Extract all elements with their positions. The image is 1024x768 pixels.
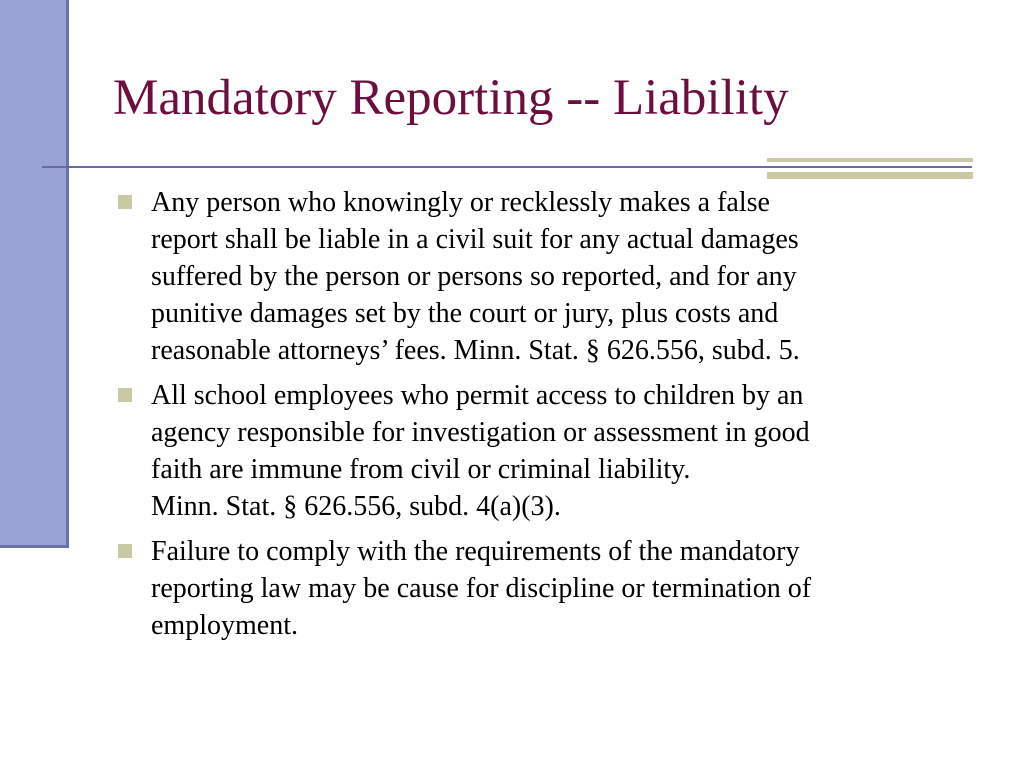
bullet-item-failure-to-comply	[118, 533, 968, 644]
bullet-line: suffered by the person or persons so reported, and for any	[151, 261, 797, 292]
bullet-line: report shall be liable in a civil suit for any actual damages	[151, 224, 799, 255]
bullet-line: agency responsible for investigation or assessment in good	[151, 417, 810, 448]
bullet-line: punitive damages set by the court or jury, plus costs and	[151, 298, 779, 329]
bullet-line: All school employees who permit access to children by an	[151, 380, 804, 411]
bullet-line: Any person who knowingly or recklessly makes a false	[151, 187, 770, 218]
square-bullet-icon	[118, 388, 132, 402]
slide-title: Mandatory Reporting -- Liability	[113, 70, 789, 126]
bullet-list	[118, 184, 968, 652]
bullet-line: Failure to comply with the requirements of the mandatory	[151, 536, 800, 567]
bullet-line: faith are immune from civil or criminal liability.	[151, 454, 691, 485]
bullet-line: reasonable attorneys’ fees. Minn. Stat. § 626.556, subd. 5.	[151, 335, 800, 366]
bullet-line: reporting law may be cause for discipline or termination of	[151, 573, 812, 604]
left-accent-bar	[0, 0, 69, 548]
bullet-item-school-employees	[118, 377, 968, 525]
square-bullet-icon	[118, 195, 132, 209]
bullet-line: employment.	[151, 610, 298, 641]
bullet-item-false-report	[118, 184, 968, 369]
title-divider-line	[42, 166, 972, 168]
accent-bar-upper	[767, 158, 973, 162]
accent-bar-lower	[767, 172, 973, 179]
bullet-line: Minn. Stat. § 626.556, subd. 4(a)(3).	[151, 491, 561, 522]
square-bullet-icon	[118, 544, 132, 558]
